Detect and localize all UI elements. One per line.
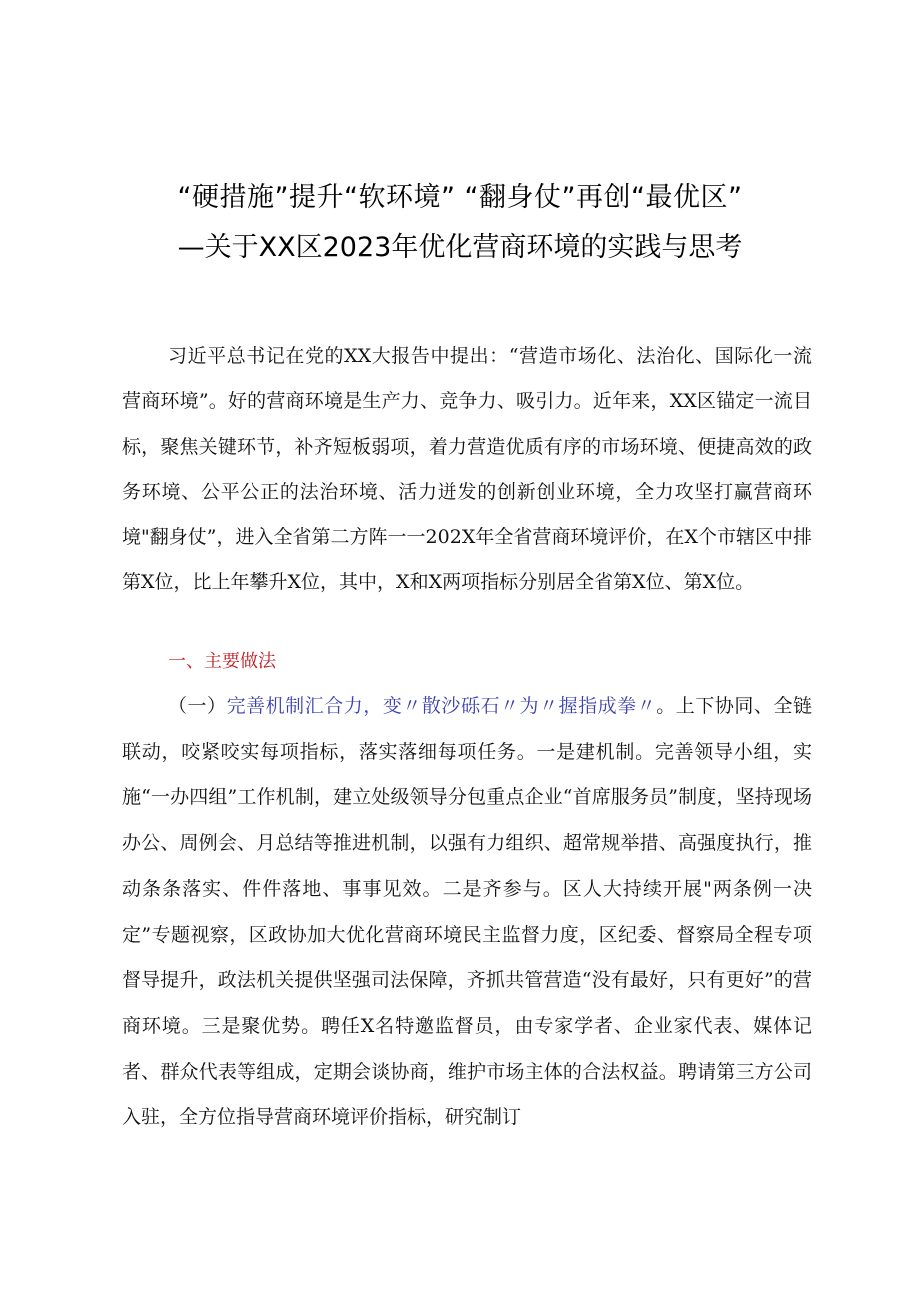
subsection-heading: 完善机制汇合力，变〃散沙砾石〃为〃握指成拳〃: [226, 695, 657, 717]
intro-paragraph: 习近平总书记在党的XX大报告中提出：“营造市场化、法治化、国际化一流营商环境”。好的营商环境是生产力、竞争力、吸引力。近年来，XX区锚定一流目标，聚焦关键环节，补齐短板弱项，着力营造优质有序的市场环境、便捷高效的政务环境、公平公正的法治环境、活力迸发的创新创业环境，全力攻坚打赢营商环境"翻身仗”，进入全省第二方阵一一202X年全省营商环境评价，在X个市辖区中排第X位，比上年攀升X位，其中，X和X两项指标分别居全省第X位、第X位。: [122, 345, 812, 594]
paragraph-text: 。上下协同、全链联动，咬紧咬实每项指标，落实落细每项任务。一是建机制。完善领导小组，实施“一办四组”工作机制，建立处级领导分包重点企业“首席服务员”制度，坚持现场办公、周例会、月总结等推进机制，以强有力组织、超常规举措、高强度执行，推动条条落实、件件落地、事事见效。二是齐参与。区人大持续开展"两条例一决定”专题视察，区政协加大优化营商环境民主监督力度，区纪委、督察局全程专项督导提升，政法机关提供坚强司法保障，齐抓共管营造“没有最好，只有更好”的营商环境。三是聚优势。聘任X名特邀监督员，由专家学者、企业家代表、媒体记者、群众代表等组成，定期会谈协商，维护市场主体的合法权益。聘请第三方公司入驻，全方位指导营商环境评价指标，研究制订: [122, 695, 812, 1129]
body-paragraph: [122, 684, 812, 1141]
title-subtitle: —关于XX区2023年优化营商环境的实践与思考: [177, 232, 743, 263]
document-title: [0, 178, 920, 268]
section-heading: 一、主要做法: [168, 651, 276, 672]
title-main: “硬措施”提升“软环境” “翻身仗”再创“最优区”: [177, 182, 743, 213]
subsection-number: （一）: [168, 695, 227, 717]
